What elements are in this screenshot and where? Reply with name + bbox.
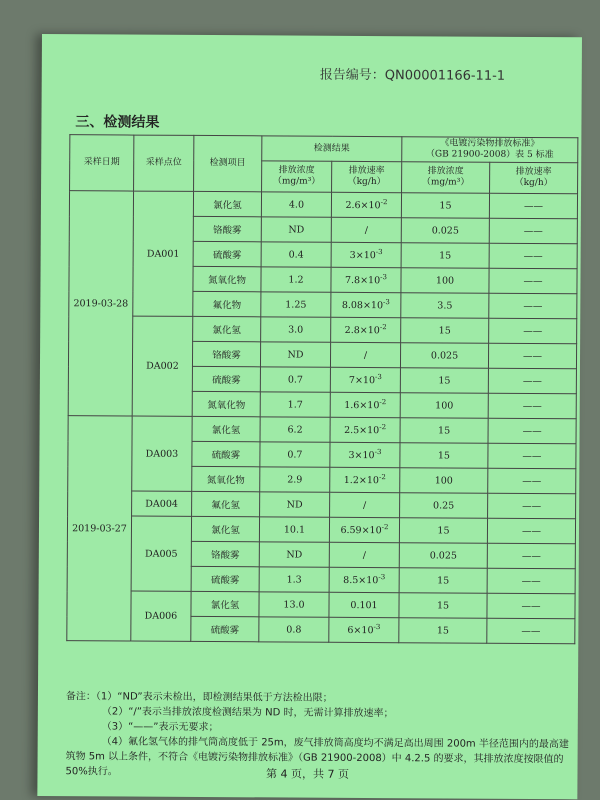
rate-cell	[329, 617, 399, 642]
std-conc-cell: 0.025	[400, 343, 488, 369]
item-cell: 氯化氢	[191, 591, 259, 616]
std-rate-cell: ——	[488, 468, 576, 494]
header-std-concentration-unit: （mg/m³）	[421, 177, 470, 188]
header-test-item: 检测项目	[194, 135, 262, 191]
conc-cell: 13.0	[259, 592, 329, 617]
rate-exponent: -3	[374, 448, 382, 457]
note-3: （3）“——”表示无要求；	[101, 721, 219, 734]
conc-cell: ND	[259, 542, 329, 567]
rate-cell	[329, 592, 399, 617]
item-cell: 氟化物	[193, 291, 261, 316]
std-conc-cell: 15	[400, 418, 488, 444]
note-1: 备注：（1）“ND”表示未检出，即检测结果低于方法检出限；	[65, 691, 333, 704]
item-cell: 氮氧化物	[192, 391, 260, 416]
std-rate-cell: ——	[487, 568, 575, 594]
conc-cell: 1.25	[261, 292, 331, 317]
header-rate	[332, 161, 402, 192]
conc-cell: 0.4	[261, 242, 331, 267]
point-cell: DA005	[131, 516, 191, 591]
table-row	[69, 191, 577, 219]
rate-base: 1.6×10	[344, 400, 380, 412]
table-row	[67, 516, 575, 544]
point-cell: DA003	[132, 416, 192, 491]
rate-cell	[330, 392, 400, 417]
rate-exponent: -3	[375, 373, 382, 382]
rate-exponent: -3	[375, 248, 383, 257]
conc-cell: 3.0	[261, 317, 331, 342]
rate-base: /	[364, 225, 368, 237]
conc-cell: ND	[260, 492, 330, 517]
rate-cell	[330, 367, 400, 392]
header-concentration-unit: （mg/m³）	[272, 176, 321, 187]
conc-cell: 4.0	[261, 192, 331, 217]
rate-base: 0.101	[350, 600, 378, 612]
header-sample-date: 采样日期	[70, 135, 134, 191]
rate-base: 3×10	[349, 250, 376, 262]
header-standard	[402, 137, 578, 163]
rate-base: 2.5×10	[344, 425, 380, 437]
rate-base: /	[363, 350, 368, 362]
rate-exponent: -3	[378, 573, 386, 582]
item-cell: 铬酸雾	[193, 216, 261, 241]
item-cell: 氮氧化物	[193, 266, 261, 291]
header-std-rate-label: 排放速率	[515, 166, 552, 178]
conc-cell: 0.8	[259, 617, 329, 642]
document-page	[37, 34, 582, 799]
header-sample-point: 采样点位	[134, 135, 194, 191]
std-conc-cell: 15	[399, 518, 487, 544]
conc-cell: ND	[260, 342, 330, 367]
header-std-rate-unit: （kg/h）	[514, 177, 553, 189]
rate-cell	[331, 217, 401, 242]
rate-cell	[329, 542, 399, 567]
std-rate-cell: ——	[489, 218, 577, 244]
rate-cell	[330, 467, 400, 492]
std-conc-cell: 15	[400, 368, 488, 394]
rate-base: 8.5×10	[343, 575, 379, 587]
rate-base: /	[362, 550, 366, 562]
std-conc-cell: 15	[401, 243, 489, 269]
std-conc-cell: 0.25	[400, 493, 488, 519]
std-rate-cell: ——	[489, 318, 577, 344]
conc-cell: 2.9	[260, 467, 330, 492]
rate-base: 2.6×10	[345, 200, 381, 212]
item-cell: 氟化氢	[192, 491, 260, 516]
header-standard-line1: 《电镀污染物排放标准》	[440, 138, 540, 150]
point-cell: DA001	[133, 191, 194, 316]
std-rate-cell: ——	[487, 518, 575, 544]
rate-base: 7×10	[348, 375, 376, 387]
std-rate-cell: ——	[487, 618, 575, 644]
rate-cell	[331, 317, 401, 342]
std-conc-cell: 0.025	[401, 218, 489, 244]
std-conc-cell: 100	[400, 393, 488, 419]
rate-exponent: -3	[373, 623, 381, 632]
std-rate-cell: ——	[489, 193, 577, 219]
conc-cell: ND	[261, 217, 331, 242]
rate-base: 6.59×10	[340, 525, 382, 537]
std-rate-cell: ——	[488, 393, 576, 419]
rate-exponent: -2	[379, 398, 387, 407]
rate-exponent: -2	[379, 423, 387, 432]
std-rate-cell: ——	[488, 443, 576, 469]
conc-cell: 10.1	[259, 517, 329, 542]
conc-cell: 6.2	[260, 417, 330, 442]
point-cell: DA006	[131, 591, 191, 641]
std-conc-cell: 15	[399, 618, 487, 644]
conc-cell: 1.3	[259, 567, 329, 592]
std-conc-cell: 15	[399, 593, 487, 619]
item-cell: 氯化氢	[193, 316, 261, 341]
rate-exponent: -2	[380, 198, 388, 207]
table-row	[69, 316, 577, 344]
header-concentration-label: 排放浓度	[278, 165, 315, 176]
rate-exponent: -2	[379, 323, 387, 332]
item-cell: 铬酸雾	[192, 341, 260, 366]
rate-base: 3×10	[348, 450, 375, 462]
item-cell: 氮氧化物	[192, 466, 260, 491]
std-conc-cell: 15	[399, 568, 487, 594]
item-cell: 硫酸雾	[191, 566, 259, 591]
item-cell: 氯化氢	[192, 416, 260, 441]
note-2: （2）“/”表示当排放浓度检测结果为 ND 时，无需计算排放速率；	[101, 706, 394, 720]
rate-cell	[330, 417, 400, 442]
std-rate-cell: ——	[488, 368, 576, 394]
item-cell: 硫酸雾	[192, 366, 260, 391]
table-row	[68, 491, 576, 519]
std-conc-cell: 15	[401, 318, 489, 344]
rate-base: 7.8×10	[344, 275, 381, 287]
rate-cell	[331, 292, 401, 317]
page-number: 第 4 页，共 7 页	[265, 767, 350, 781]
note-4: （4）氟化氢气体的排气筒高度低于 25m，废气排放筒高度均不满足高出周围 200m 半径范围内的最高建筑物 5m 以上条件，不符合《电镀污染物排放标准》（GB 21900-2008）中 4.2.5 的要求，其排放浓度按限值的 50%执行。	[65, 736, 569, 778]
header-std-concentration	[402, 162, 490, 194]
point-cell: DA004	[132, 491, 192, 516]
std-rate-cell: ——	[489, 243, 577, 269]
item-cell: 硫酸雾	[193, 241, 261, 266]
std-rate-cell: ——	[487, 593, 575, 619]
item-cell: 铬酸雾	[191, 541, 259, 566]
rate-cell	[331, 242, 401, 267]
std-conc-cell: 3.5	[401, 293, 489, 319]
rate-cell	[330, 492, 400, 517]
rate-exponent: -3	[383, 298, 390, 307]
conc-cell: 1.2	[261, 267, 331, 292]
rate-exponent: -3	[380, 273, 388, 282]
header-test-result: 检测结果	[262, 136, 402, 162]
std-conc-cell: 15	[400, 443, 488, 469]
rate-base: 6×10	[347, 625, 374, 637]
std-rate-cell: ——	[487, 543, 575, 569]
table-row	[68, 416, 576, 444]
conc-cell: 0.7	[260, 367, 330, 392]
date-cell: 2019-03-28	[68, 191, 133, 416]
header-std-rate	[490, 162, 578, 194]
rate-cell	[329, 517, 399, 542]
conc-cell: 1.7	[260, 392, 330, 417]
section-title: 三、检测结果	[75, 114, 160, 131]
std-rate-cell: ——	[489, 293, 577, 319]
rate-cell	[330, 342, 400, 367]
std-rate-cell: ——	[488, 343, 576, 369]
item-cell: 硫酸雾	[191, 616, 259, 641]
item-cell: 硫酸雾	[192, 441, 260, 466]
results-table	[66, 134, 578, 644]
std-conc-cell: 100	[400, 468, 488, 494]
table-row	[67, 591, 575, 619]
rate-exponent: -2	[381, 523, 389, 532]
report-number: 报告编号：QN00001166-11-1	[319, 67, 506, 84]
std-conc-cell: 100	[401, 268, 489, 294]
conc-cell: 0.7	[260, 442, 330, 467]
header-concentration	[262, 161, 332, 192]
std-conc-cell: 15	[401, 193, 489, 219]
rate-cell	[331, 267, 401, 292]
rate-base: 1.2×10	[343, 475, 379, 487]
rate-base: /	[362, 500, 367, 512]
rate-cell	[329, 567, 399, 592]
item-cell: 氯化氢	[193, 191, 261, 216]
std-rate-cell: ——	[488, 493, 576, 519]
date-cell: 2019-03-27	[67, 416, 132, 641]
rate-base: 8.08×10	[341, 300, 384, 312]
point-cell: DA002	[132, 316, 193, 416]
header-rate-unit: （kg/h）	[347, 176, 386, 188]
rate-cell	[331, 192, 401, 217]
rate-exponent: -2	[378, 473, 386, 482]
header-std-concentration-label: 排放浓度	[427, 166, 464, 177]
header-standard-line2: （GB 21900-2008）表 5 标准	[425, 149, 554, 161]
item-cell: 氯化氢	[191, 516, 259, 541]
std-conc-cell: 0.025	[399, 543, 487, 569]
rate-cell	[330, 442, 400, 467]
std-rate-cell: ——	[489, 268, 577, 294]
std-rate-cell: ——	[488, 418, 576, 444]
rate-base: 2.8×10	[344, 325, 380, 337]
header-rate-label: 排放速率	[348, 165, 385, 177]
